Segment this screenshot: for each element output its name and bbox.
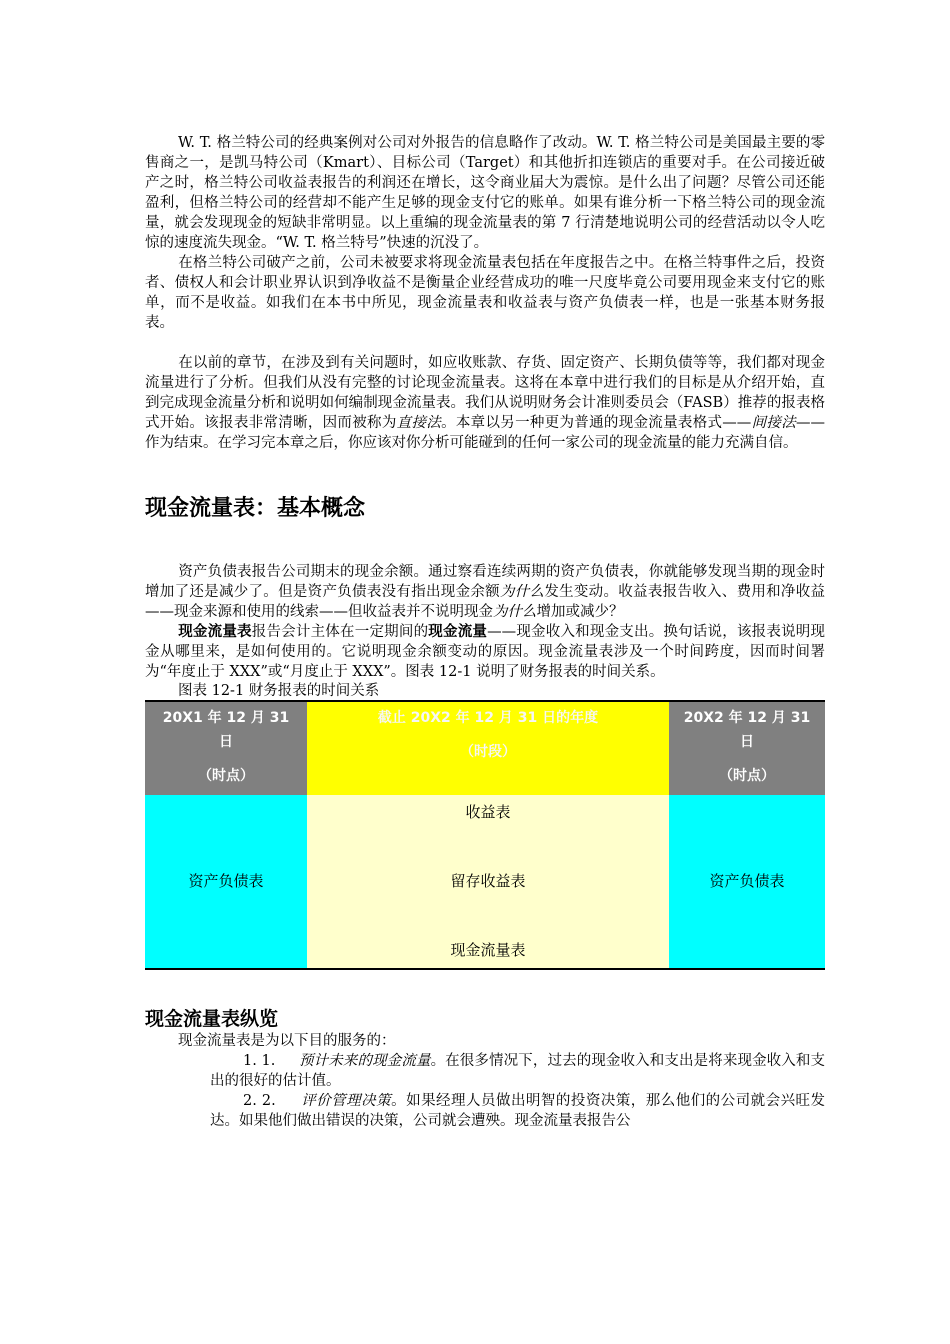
- section1-paragraph-1: 资产负债表报告公司期末的现金余额。通过察看连续两期的资产负债表，你就能够发现当期的现金时增加了还是减少了。但是资产负债表没有指出现金余额为什么发生变动。收益表报告收入、费用和净收益——现金来源和使用的线索——但收益表并不说明现金为什么增加或减少？: [145, 564, 826, 620]
- right-header-day: 日: [740, 734, 754, 750]
- middle-header-period: 截止 20X2 年 12 月 31 日的年度: [377, 710, 599, 726]
- middle-header-span: （时段）: [460, 744, 516, 760]
- middle-header-cell: [307, 702, 669, 795]
- income-statement-label: 收益表: [465, 803, 511, 821]
- document-page: [145, 133, 825, 1131]
- section1-paragraph-2: 现金流量表报告会计主体在一定期间的现金流量——现金收入和现金支出。换句话说，该报表说明现金从哪里来，是如何使用的。它说明现金余额变动的原因。现金流量表涉及一个时间跨度，因而时间署为“年度止于 XXX”或“月度止于 XXX”。图表 12-1 说明了财务报表的时间关系。: [145, 624, 826, 680]
- intro-paragraph-3: 在以前的章节，在涉及到有关问题时，如应收账款、存货、固定资产、长期负债等等，我们都对现金流量进行了分析。但我们从没有完整的讨论现金流量表。这将在本章中进行我们的目标是从介绍开始，直到完成现金流量分析和说明如何编制现金流量表。我们从说明财务会计准则委员会（FASB）推荐的报表格式开始。该报表非常清晰，因而被称为直接法。本章以另一种更为普通的现金流量表格式——间接法——作为结束。在学习完本章之后，你应该对你分析可能碰到的任何一家公司的现金流量的能力充满自信。: [145, 355, 826, 451]
- cash-flow-statement-label: 现金流量表: [450, 941, 526, 959]
- section2-intro: 现金流量表是为以下目的服务的：: [178, 1033, 396, 1049]
- financial-statements-timeline-figure: [145, 700, 825, 970]
- right-balance-sheet-cell: [669, 795, 825, 968]
- list-item: 1. 1. 预计未来的现金流量。在很多情况下，过去的现金收入和支出是将来现金收入和支出的很好的估计值。: [210, 1053, 826, 1089]
- retained-earnings-label: 留存收益表: [450, 872, 526, 890]
- middle-statements-cell: [307, 795, 669, 968]
- right-header-cell: [669, 702, 825, 795]
- left-header-point: （时点）: [198, 768, 254, 784]
- right-balance-sheet-label: 资产负债表: [709, 872, 785, 890]
- left-balance-sheet-cell: [145, 795, 307, 968]
- intro-paragraph-1: W. T. 格兰特公司的经典案例对公司对外报告的信息略作了改动。W. T. 格兰特公司是美国最主要的零售商之一，是凯马特公司（Kmart）、目标公司（Target）和其他折扣连锁店的重要对手。在公司接近破产之时，格兰特公司收益表报告的利润还在增长，这令商业届大为震惊。是什么出了问题？尽管公司还能盈利，但格兰特公司的经营却不能产生足够的现金支付它的账单。如果有谁分析一下格兰特公司的现金流量，就会发现现金的短缺非常明显。以上重编的现金流量表的第 7 行清楚地说明公司的经营活动以令人吃惊的速度流失现金。“W. T. 格兰特号”快速的沉没了。: [145, 135, 825, 251]
- left-header-cell: [145, 702, 307, 795]
- figure-caption: 图表 12-1 财务报表的时间关系: [178, 683, 380, 699]
- right-header-date: 20X2 年 12 月 31: [683, 710, 811, 726]
- list-item: 2. 2. 评价管理决策。如果经理人员做出明智的投资决策，那么他们的公司就会兴旺发达。如果他们做出错误的决策，公司就会遭殃。现金流量表报告公: [210, 1093, 826, 1129]
- left-header-day: 日: [219, 734, 233, 750]
- section-heading-overview: 现金流量表纵览: [145, 1008, 279, 1030]
- intro-paragraph-2: 在格兰特公司破产之前，公司未被要求将现金流量表包括在年度报告之中。在格兰特事件之后，投资者、债权人和会计职业界认识到净收益不是衡量企业经营成功的唯一尺度毕竟公司要用现金来支付它的账单，而不是收益。如我们在本书中所见，现金流量表和收益表与资产负债表一样，也是一张基本财务报表。: [145, 255, 825, 331]
- right-header-point: （时点）: [719, 768, 775, 784]
- left-balance-sheet-label: 资产负债表: [188, 872, 264, 890]
- section-heading-basic-concepts: 现金流量表：基本概念: [145, 496, 366, 521]
- left-header-date: 20X1 年 12 月 31: [162, 710, 290, 726]
